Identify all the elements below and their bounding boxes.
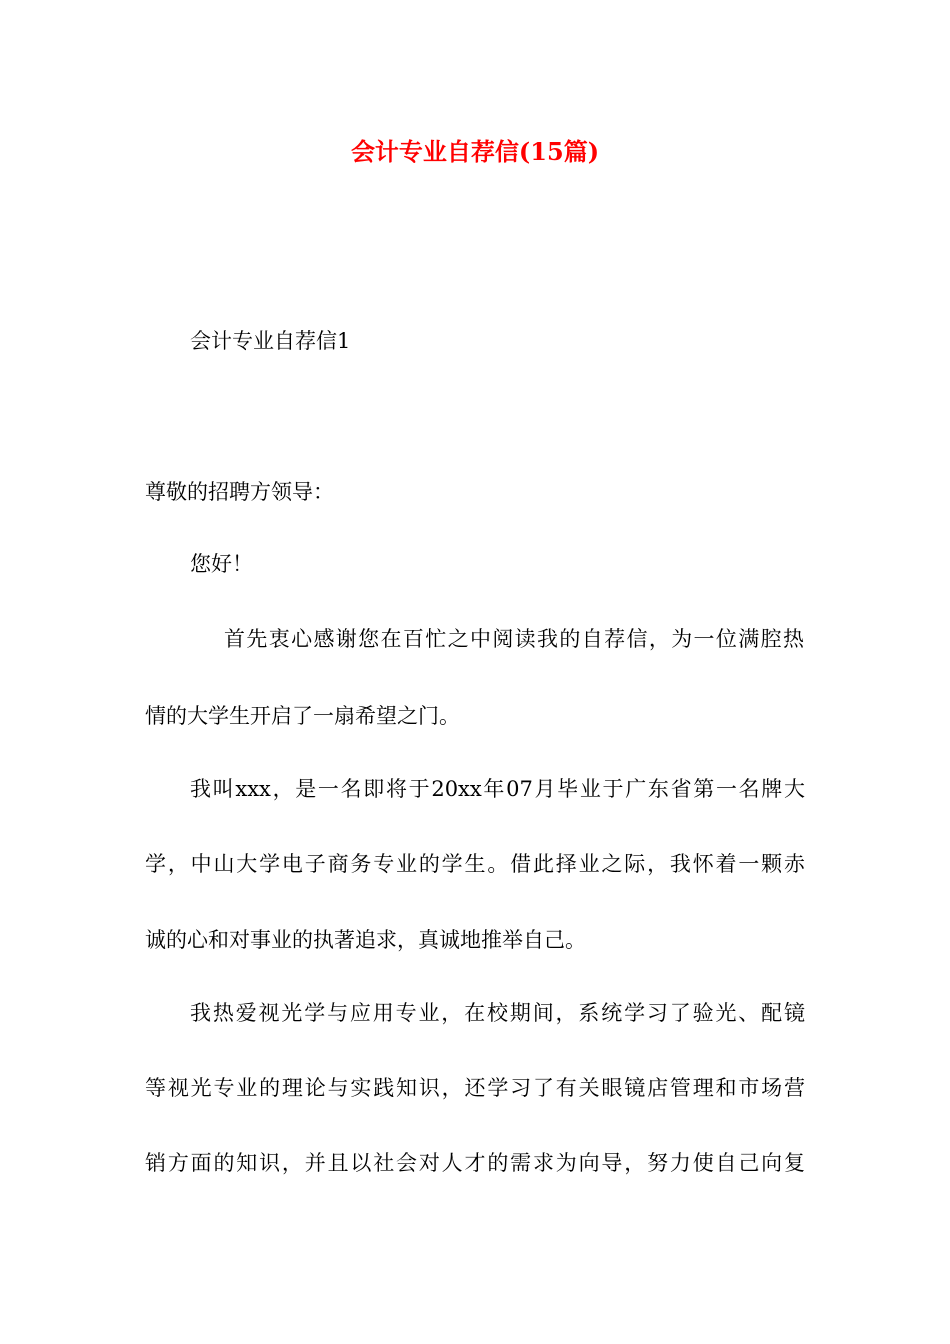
greeting: 您好！	[190, 552, 253, 576]
section-heading: 会计专业自荐信1	[190, 329, 351, 353]
salutation: 尊敬的招聘方领导：	[145, 480, 334, 504]
paragraph-line-7: 等视光专业的理论与实践知识，还学习了有关眼镜店管理和市场营	[145, 1076, 805, 1100]
paragraph-line-1: 首先衷心感谢您在百忙之中阅读我的自荐信，为一位满腔热	[224, 627, 804, 651]
paragraph-line-8: 销方面的知识，并且以社会对人才的需求为向导，努力使自己向复	[145, 1151, 805, 1175]
paragraph-line-4: 学，中山大学电子商务专业的学生。借此择业之际，我怀着一颗赤	[145, 852, 805, 876]
paragraph-line-3: 我叫xxx，是一名即将于20xx年07月毕业于广东省第一名牌大	[190, 777, 805, 801]
document-title: 会计专业自荐信(15篇)	[350, 137, 600, 166]
paragraph-line-5: 诚的心和对事业的执著追求，真诚地推举自己。	[145, 928, 586, 952]
paragraph-line-6: 我热爱视光学与应用专业，在校期间，系统学习了验光、配镜	[190, 1001, 805, 1025]
paragraph-line-2: 情的大学生开启了一扇希望之门。	[145, 704, 460, 728]
